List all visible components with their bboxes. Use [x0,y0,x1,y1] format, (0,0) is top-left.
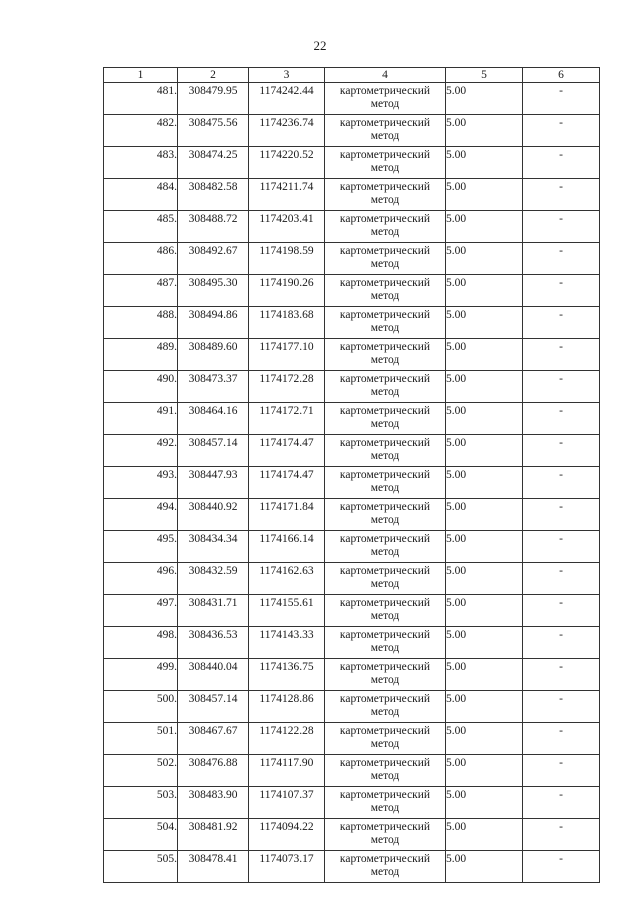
y-coordinate-cell: 1174136.75 [249,659,325,691]
accuracy-cell: 5.00 [446,115,523,147]
accuracy-cell: 5.00 [446,563,523,595]
x-coordinate-cell: 308473.37 [178,371,249,403]
x-coordinate-cell: 308432.59 [178,563,249,595]
accuracy-cell: 5.00 [446,499,523,531]
x-coordinate-cell: 308464.16 [178,403,249,435]
table-row [104,307,600,339]
method-line-2: метод [370,162,400,174]
accuracy-cell: 5.00 [446,371,523,403]
point-number-cell: 481. [104,83,178,115]
table-row [104,563,600,595]
x-coordinate-cell: 308436.53 [178,627,249,659]
point-number-cell: 500. [104,691,178,723]
method-line-1: картометрический [339,437,431,449]
point-number-cell: 496. [104,563,178,595]
point-number-cell: 497. [104,595,178,627]
table-body [104,83,600,883]
coordinates-table [103,67,600,883]
method-line-2: метод [370,450,400,462]
table-row [104,595,600,627]
x-coordinate-cell: 308494.86 [178,307,249,339]
accuracy-cell: 5.00 [446,819,523,851]
note-cell: - [523,115,600,147]
method-line-1: картометрический [339,565,431,577]
note-cell: - [523,851,600,883]
method-cell [325,147,446,179]
note-cell: - [523,179,600,211]
table-row [104,179,600,211]
accuracy-cell: 5.00 [446,275,523,307]
method-line-1: картометрический [339,533,431,545]
method-cell [325,307,446,339]
note-cell: - [523,339,600,371]
table-row [104,499,600,531]
method-line-1: картометрический [339,245,431,257]
method-line-1: картометрический [339,149,431,161]
point-number-cell: 502. [104,755,178,787]
table-row [104,787,600,819]
note-cell: - [523,819,600,851]
note-cell: - [523,371,600,403]
method-cell [325,211,446,243]
x-coordinate-cell: 308489.60 [178,339,249,371]
point-number-cell: 494. [104,499,178,531]
method-cell [325,243,446,275]
y-coordinate-cell: 1174211.74 [249,179,325,211]
method-line-2: метод [370,802,400,814]
point-number-cell: 492. [104,435,178,467]
accuracy-cell: 5.00 [446,307,523,339]
note-cell: - [523,243,600,275]
method-cell [325,179,446,211]
table-row [104,243,600,275]
note-cell: - [523,275,600,307]
point-number-cell: 485. [104,211,178,243]
method-cell [325,627,446,659]
point-number-cell: 487. [104,275,178,307]
accuracy-cell: 5.00 [446,243,523,275]
method-line-1: картометрический [339,629,431,641]
method-line-2: метод [370,98,400,110]
point-number-cell: 486. [104,243,178,275]
y-coordinate-cell: 1174177.10 [249,339,325,371]
method-line-1: картометрический [339,117,431,129]
x-coordinate-cell: 308431.71 [178,595,249,627]
point-number-cell: 505. [104,851,178,883]
y-coordinate-cell: 1174122.28 [249,723,325,755]
note-cell: - [523,659,600,691]
table-row [104,211,600,243]
method-line-1: картометрический [339,821,431,833]
method-line-1: картометрический [339,309,431,321]
accuracy-cell: 5.00 [446,339,523,371]
method-line-2: метод [370,706,400,718]
y-coordinate-cell: 1174190.26 [249,275,325,307]
point-number-cell: 483. [104,147,178,179]
y-coordinate-cell: 1174242.44 [249,83,325,115]
accuracy-cell: 5.00 [446,147,523,179]
x-coordinate-cell: 308479.95 [178,83,249,115]
method-line-1: картометрический [339,789,431,801]
x-coordinate-cell: 308492.67 [178,243,249,275]
point-number-cell: 488. [104,307,178,339]
method-line-2: метод [370,674,400,686]
note-cell: - [523,467,600,499]
y-coordinate-cell: 1174107.37 [249,787,325,819]
method-line-1: картометрический [339,501,431,513]
method-line-1: картометрический [339,405,431,417]
point-number-cell: 493. [104,467,178,499]
method-line-1: картометрический [339,181,431,193]
column-header: 5 [446,68,523,83]
accuracy-cell: 5.00 [446,723,523,755]
table-row [104,147,600,179]
x-coordinate-cell: 308478.41 [178,851,249,883]
y-coordinate-cell: 1174143.33 [249,627,325,659]
table-row [104,467,600,499]
x-coordinate-cell: 308474.25 [178,147,249,179]
y-coordinate-cell: 1174128.86 [249,691,325,723]
y-coordinate-cell: 1174117.90 [249,755,325,787]
table-row [104,115,600,147]
method-line-1: картометрический [339,853,431,865]
point-number-cell: 482. [104,115,178,147]
y-coordinate-cell: 1174203.41 [249,211,325,243]
accuracy-cell: 5.00 [446,787,523,819]
accuracy-cell: 5.00 [446,691,523,723]
x-coordinate-cell: 308476.88 [178,755,249,787]
y-coordinate-cell: 1174198.59 [249,243,325,275]
method-line-2: метод [370,322,400,334]
x-coordinate-cell: 308440.04 [178,659,249,691]
note-cell: - [523,723,600,755]
y-coordinate-cell: 1174094.22 [249,819,325,851]
x-coordinate-cell: 308457.14 [178,691,249,723]
y-coordinate-cell: 1174174.47 [249,467,325,499]
note-cell: - [523,691,600,723]
method-line-2: метод [370,354,400,366]
method-line-2: метод [370,130,400,142]
method-cell [325,851,446,883]
y-coordinate-cell: 1174155.61 [249,595,325,627]
accuracy-cell: 5.00 [446,595,523,627]
accuracy-cell: 5.00 [446,211,523,243]
table-row [104,755,600,787]
note-cell: - [523,563,600,595]
method-line-1: картометрический [339,341,431,353]
method-line-1: картометрический [339,725,431,737]
y-coordinate-cell: 1174172.28 [249,371,325,403]
method-cell [325,659,446,691]
point-number-cell: 499. [104,659,178,691]
accuracy-cell: 5.00 [446,467,523,499]
method-line-2: метод [370,578,400,590]
point-number-cell: 484. [104,179,178,211]
method-line-1: картометрический [339,661,431,673]
method-line-2: метод [370,610,400,622]
method-line-2: метод [370,642,400,654]
point-number-cell: 504. [104,819,178,851]
y-coordinate-cell: 1174183.68 [249,307,325,339]
note-cell: - [523,787,600,819]
method-line-2: метод [370,770,400,782]
method-cell [325,115,446,147]
method-line-1: картометрический [339,469,431,481]
method-line-2: метод [370,418,400,430]
note-cell: - [523,83,600,115]
table-row [104,371,600,403]
table-row [104,691,600,723]
method-line-2: метод [370,738,400,750]
point-number-cell: 489. [104,339,178,371]
x-coordinate-cell: 308440.92 [178,499,249,531]
method-cell [325,467,446,499]
table-row [104,339,600,371]
note-cell: - [523,755,600,787]
method-line-1: картометрический [339,373,431,385]
x-coordinate-cell: 308488.72 [178,211,249,243]
y-coordinate-cell: 1174166.14 [249,531,325,563]
method-cell [325,755,446,787]
column-header: 2 [178,68,249,83]
method-cell [325,403,446,435]
accuracy-cell: 5.00 [446,851,523,883]
x-coordinate-cell: 308467.67 [178,723,249,755]
table-row [104,531,600,563]
y-coordinate-cell: 1174174.47 [249,435,325,467]
method-line-1: картометрический [339,277,431,289]
table-row [104,435,600,467]
column-header: 4 [325,68,446,83]
method-cell [325,563,446,595]
y-coordinate-cell: 1174162.63 [249,563,325,595]
method-line-1: картометрический [339,693,431,705]
method-cell [325,595,446,627]
x-coordinate-cell: 308495.30 [178,275,249,307]
page-number: 22 [313,38,327,53]
method-line-1: картометрический [339,757,431,769]
method-cell [325,371,446,403]
accuracy-cell: 5.00 [446,531,523,563]
x-coordinate-cell: 308457.14 [178,435,249,467]
column-header: 3 [249,68,325,83]
method-line-2: метод [370,258,400,270]
table-row [104,723,600,755]
method-line-2: метод [370,226,400,238]
y-coordinate-cell: 1174073.17 [249,851,325,883]
table-row [104,403,600,435]
method-cell [325,83,446,115]
method-line-1: картометрический [339,597,431,609]
method-line-2: метод [370,546,400,558]
accuracy-cell: 5.00 [446,435,523,467]
table-row [104,275,600,307]
note-cell: - [523,627,600,659]
note-cell: - [523,499,600,531]
accuracy-cell: 5.00 [446,403,523,435]
note-cell: - [523,435,600,467]
method-line-2: метод [370,290,400,302]
method-cell [325,787,446,819]
note-cell: - [523,147,600,179]
method-cell [325,499,446,531]
note-cell: - [523,595,600,627]
method-cell [325,435,446,467]
accuracy-cell: 5.00 [446,627,523,659]
method-line-2: метод [370,194,400,206]
accuracy-cell: 5.00 [446,659,523,691]
table-row [104,627,600,659]
method-cell [325,819,446,851]
table-row [104,851,600,883]
point-number-cell: 503. [104,787,178,819]
method-cell [325,531,446,563]
x-coordinate-cell: 308483.90 [178,787,249,819]
method-line-2: метод [370,866,400,878]
point-number-cell: 495. [104,531,178,563]
accuracy-cell: 5.00 [446,83,523,115]
table-row [104,819,600,851]
accuracy-cell: 5.00 [446,179,523,211]
y-coordinate-cell: 1174220.52 [249,147,325,179]
method-cell [325,339,446,371]
x-coordinate-cell: 308434.34 [178,531,249,563]
x-coordinate-cell: 308481.92 [178,819,249,851]
table-header-row [104,68,600,83]
method-line-2: метод [370,386,400,398]
method-cell [325,275,446,307]
y-coordinate-cell: 1174236.74 [249,115,325,147]
table-row [104,83,600,115]
note-cell: - [523,531,600,563]
point-number-cell: 501. [104,723,178,755]
x-coordinate-cell: 308482.58 [178,179,249,211]
note-cell: - [523,403,600,435]
point-number-cell: 490. [104,371,178,403]
y-coordinate-cell: 1174171.84 [249,499,325,531]
x-coordinate-cell: 308475.56 [178,115,249,147]
note-cell: - [523,307,600,339]
point-number-cell: 491. [104,403,178,435]
table-row [104,659,600,691]
method-line-2: метод [370,482,400,494]
method-line-1: картометрический [339,213,431,225]
column-header: 1 [104,68,178,83]
accuracy-cell: 5.00 [446,755,523,787]
y-coordinate-cell: 1174172.71 [249,403,325,435]
x-coordinate-cell: 308447.93 [178,467,249,499]
method-line-1: картометрический [339,85,431,97]
method-line-2: метод [370,514,400,526]
method-line-2: метод [370,834,400,846]
method-cell [325,723,446,755]
note-cell: - [523,211,600,243]
point-number-cell: 498. [104,627,178,659]
column-header: 6 [523,68,600,83]
method-cell [325,691,446,723]
